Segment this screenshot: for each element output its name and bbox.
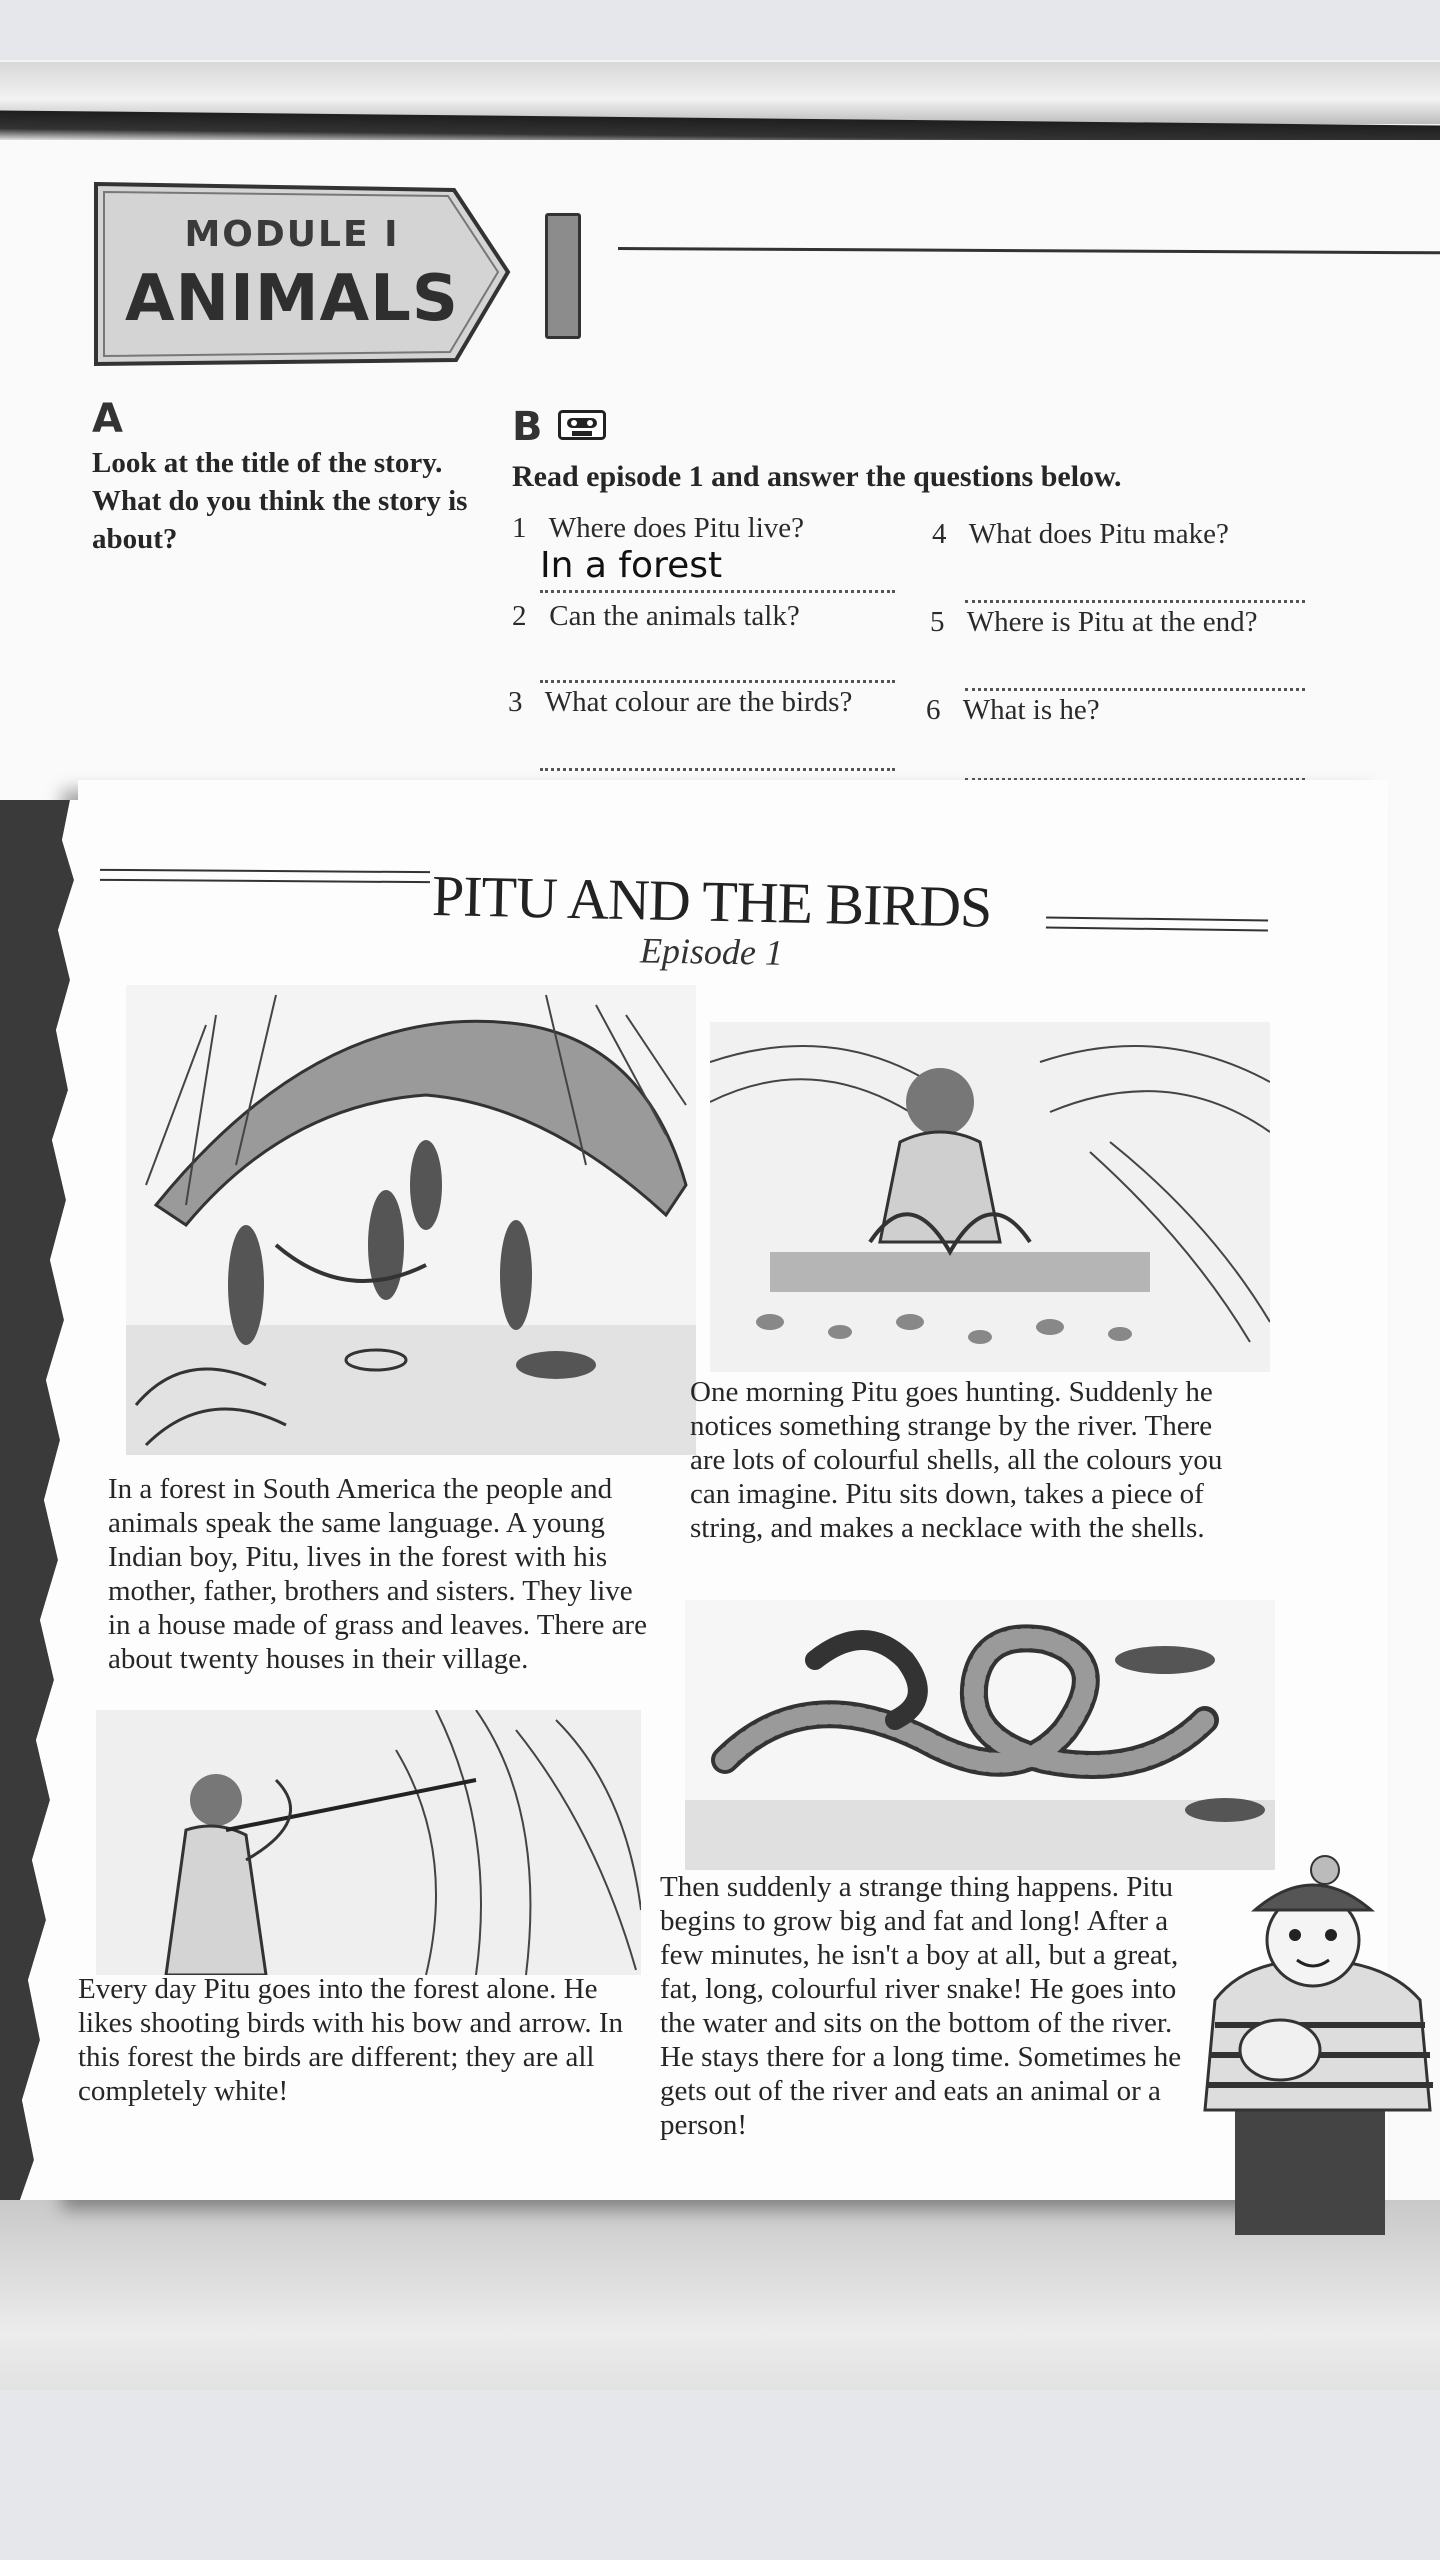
question-text: What colour are the birds?: [544, 686, 853, 718]
handwritten-answer-1: In a forest: [540, 545, 723, 586]
question-number: 3: [508, 686, 523, 718]
section-b-instruction: Read episode 1 and answer the questions below.: [512, 460, 1122, 493]
question-4: [932, 518, 1229, 551]
snake-illustration: [685, 1600, 1275, 1870]
module-title: ANIMALS: [125, 262, 459, 336]
banner-bar-mark: [545, 213, 581, 339]
question-3: [508, 686, 852, 719]
question-2: [512, 600, 800, 633]
question-number: 5: [930, 606, 945, 638]
story-paragraph-4: Then suddenly a strange thing happens. Pitu begins to grow big and fat and long! After a few minutes, he isn't a boy at all, but a great, fat, long, colourful river snake! He goes into the water and sits on the bottom of the river. He stays there for a long time. Sometimes he gets out of the river and eats an animal or a person!: [660, 1871, 1182, 2141]
cassette-icon: [558, 410, 606, 440]
answer-line-2[interactable]: [540, 680, 895, 683]
torn-paper-edge: [0, 800, 88, 2200]
question-number: 1: [512, 512, 527, 544]
section-a-letter: A: [92, 396, 123, 442]
story-paragraph-2: Every day Pitu goes into the forest alone. He likes shooting birds with his bow and arrow. In this forest the birds are different; they are all completely white!: [78, 1973, 624, 2107]
story-paragraph-3: One morning Pitu goes hunting. Suddenly he notices something strange by the river. There are lots of colourful shells, all the colours you can imagine. Pitu sits down, takes a piece of string, and makes a necklace with the shells.: [690, 1376, 1223, 1544]
module-banner: [92, 180, 512, 368]
module-label: MODULE I: [184, 214, 400, 255]
episode-label: Episode 1: [639, 930, 784, 973]
answer-line-5[interactable]: [965, 688, 1305, 691]
village-illustration: [126, 985, 696, 1455]
section-a-text: Look at the title of the story. What do you think the story is about?: [92, 447, 468, 555]
shells-illustration: [710, 1022, 1270, 1372]
answer-line-4[interactable]: [965, 600, 1305, 603]
question-text: What does Pitu make?: [968, 518, 1229, 550]
section-b-letter: B: [512, 404, 543, 450]
question-text: Can the animals talk?: [549, 600, 800, 632]
answer-line-1[interactable]: [540, 590, 895, 593]
question-number: 6: [926, 694, 941, 726]
question-number: 4: [932, 518, 947, 550]
question-1: [512, 512, 804, 545]
question-text: Where does Pitu live?: [548, 512, 805, 544]
question-number: 2: [512, 600, 527, 632]
pirate-mascot-illustration: [1185, 1850, 1440, 2235]
question-6: [926, 694, 1100, 727]
title-rule-left: [100, 869, 430, 883]
story-paragraph-1: In a forest in South America the people and animals speak the same language. A young Indian boy, Pitu, lives in the forest with his mother, father, brothers and sisters. They live in a house made of grass and leaves. There are about twenty houses in their village.: [108, 1473, 647, 1675]
question-text: Where is Pitu at the end?: [966, 606, 1258, 638]
question-5: [930, 606, 1257, 639]
hunter-illustration: [96, 1710, 641, 1975]
story-title: PITU AND THE BIRDS: [431, 863, 992, 940]
answer-line-3[interactable]: [540, 768, 895, 771]
question-text: What is he?: [962, 694, 1100, 726]
